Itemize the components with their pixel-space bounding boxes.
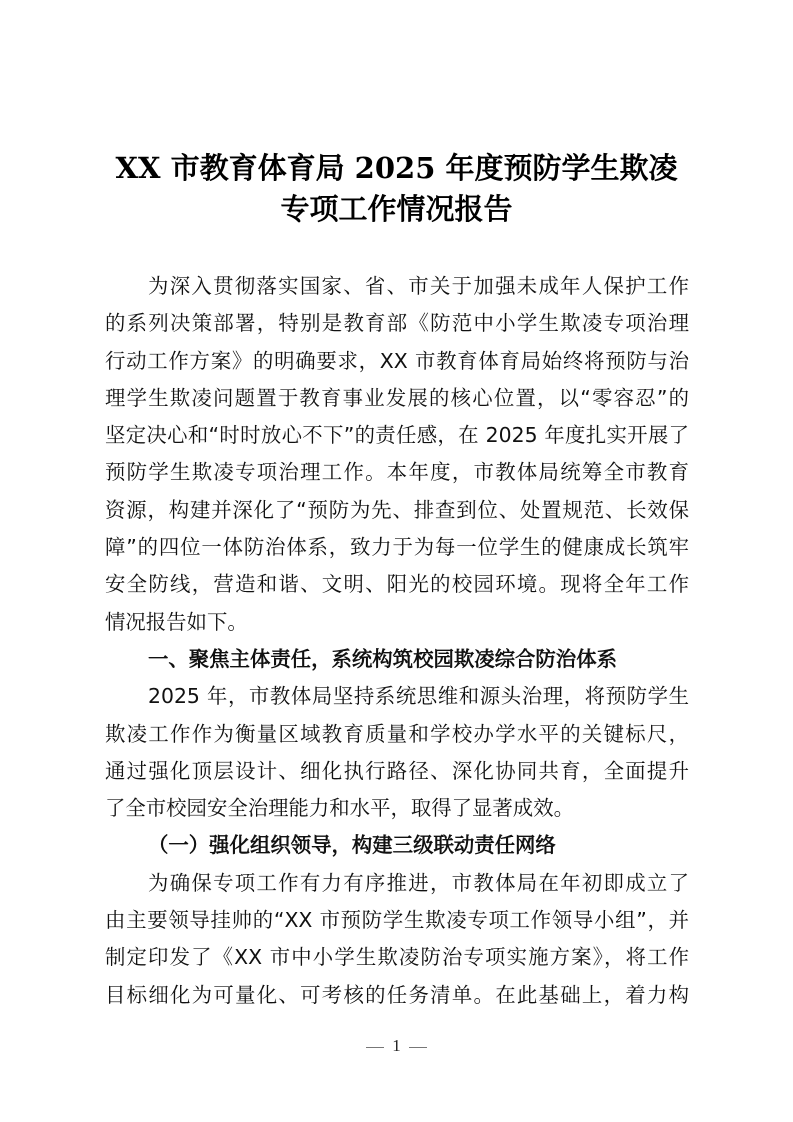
body-line: 理学生欺凌问题置于教育事业发展的核心位置，以“零容忍”的 <box>105 385 689 410</box>
body-line: 制定印发了《XX 市中小学生欺凌防治专项实施方案》，将工作 <box>105 945 689 970</box>
body-line: 2025 年，市教体局坚持系统思维和源头治理，将预防学生 <box>148 684 689 709</box>
body-line: 预防学生欺凌专项治理工作。本年度，市教体局统筹全市教育 <box>105 460 689 485</box>
body-line: 目标细化为可量化、可考核的任务清单。在此基础上，着力构 <box>105 982 689 1007</box>
body-line: 情况报告如下。 <box>105 609 248 634</box>
page-number: 1 <box>392 1036 401 1055</box>
body-line: 欺凌工作作为衡量区域教育质量和学校办学水平的关键标尺， <box>105 721 689 746</box>
document-title-line-2: 专项工作情况报告 <box>280 192 513 226</box>
subsection-heading-1: （一）强化组织领导，构建三级联动责任网络 <box>148 833 556 858</box>
body-line: 坚定决心和“时时放心不下”的责任感，在 2025 年度扎实开展了 <box>105 423 689 448</box>
body-line: 行动工作方案》的明确要求，XX 市教育体育局始终将预防与治 <box>105 348 689 373</box>
body-line: 的系列决策部署，特别是教育部《防范中小学生欺凌专项治理 <box>105 311 689 336</box>
body-line: 资源，构建并深化了“预防为先、排查到位、处置规范、长效保 <box>105 497 689 522</box>
body-line: 由主要领导挂帅的“XX 市预防学生欺凌专项工作领导小组”，并 <box>105 908 689 933</box>
page-footer <box>0 1036 793 1056</box>
footer-dash-right <box>409 1047 427 1048</box>
document-title-line-1: XX 市教育体育局 2025 年度预防学生欺凌 <box>115 151 678 185</box>
body-line: 障”的四位一体防治体系，致力于为每一位学生的健康成长筑牢 <box>105 535 689 560</box>
body-line: 为确保专项工作有力有序推进，市教体局在年初即成立了 <box>148 870 689 895</box>
document-body <box>105 268 689 1014</box>
section-heading-1: 一、聚焦主体责任，系统构筑校园欺凌综合防治体系 <box>148 646 617 671</box>
body-line: 安全防线，营造和谐、文明、阳光的校园环境。现将全年工作 <box>105 572 689 597</box>
body-line: 了全市校园安全治理能力和水平，取得了显著成效。 <box>105 796 574 821</box>
footer-dash-left <box>366 1047 384 1048</box>
body-line: 通过强化顶层设计、细化执行路径、深化协同共育，全面提升 <box>105 758 689 783</box>
body-line: 为深入贯彻落实国家、省、市关于加强未成年人保护工作 <box>148 274 689 298</box>
